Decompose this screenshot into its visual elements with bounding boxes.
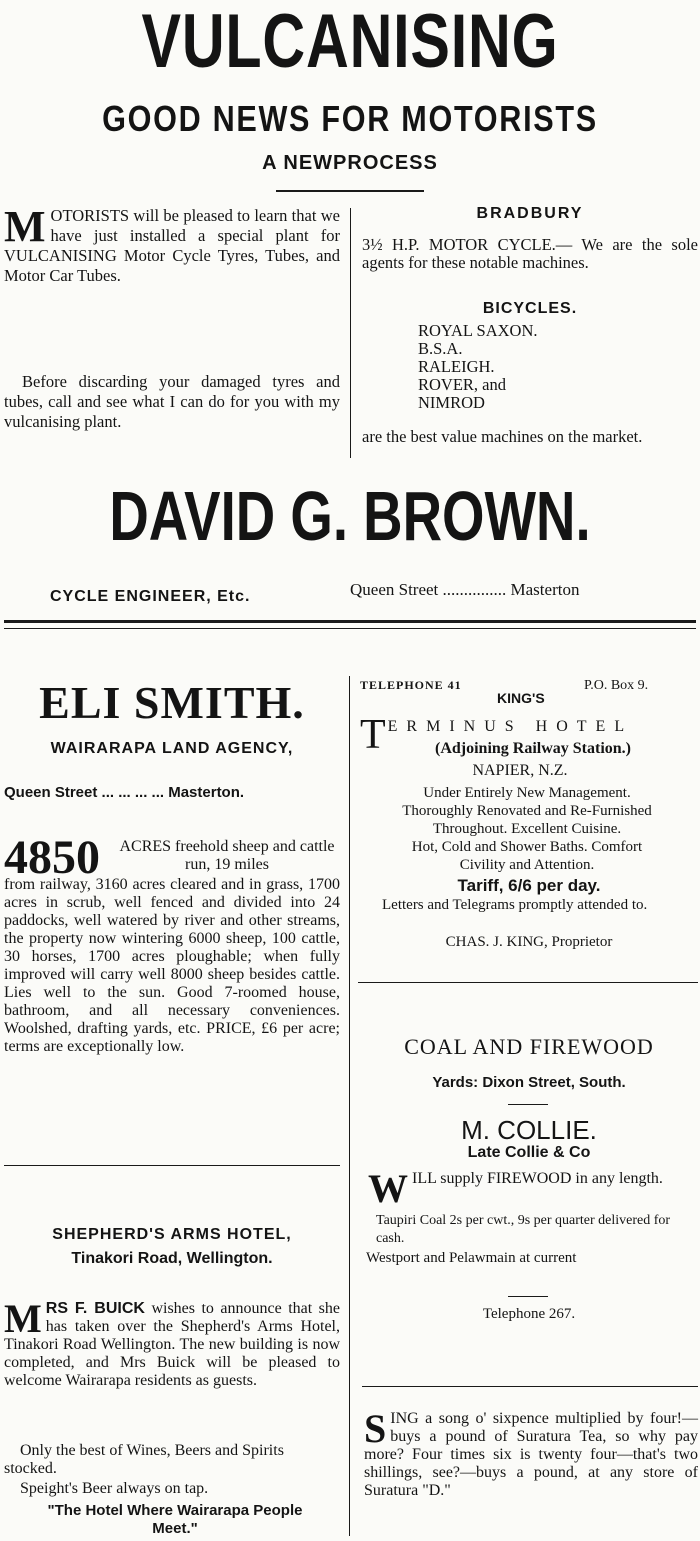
paragraph: OTORISTS will be pleased to learn that we have just installed a special plant for VULCANISING Motor Cycle Tyres, Tubes, and Motor Car Tubes. — [4, 206, 340, 285]
coal-will — [368, 1166, 698, 1211]
list-item: Thoroughly Renovated and Re-Furnished — [402, 803, 652, 819]
divider — [508, 1296, 548, 1297]
list-item: Hot, Cold and Shower Baths. Comfort — [411, 839, 643, 855]
coal-name: M. COLLIE. — [461, 1115, 597, 1145]
vulcanising-left-text-2: Before discarding your damaged tyres and tubes, call and see what I can do for you with my vulcanising plant. — [4, 372, 340, 431]
vulcanising-tagline: A NEWPROCESS — [262, 152, 438, 174]
lead-text: RS F. BUICK — [45, 1300, 145, 1317]
suratura-text — [364, 1406, 698, 1500]
vulcanising-subhead: GOOD NEWS FOR MOTORISTS — [102, 98, 598, 139]
coal-yards: Yards: Dixon Street, South. — [432, 1074, 626, 1091]
eli-smith-address: Queen Street ... ... ... ... Masterton. — [4, 784, 245, 801]
brown-name: DAVID G. BROWN. — [109, 477, 591, 555]
dropcap: T — [360, 712, 386, 758]
list-item: Civility and Attention. — [459, 857, 595, 873]
list-item: ROYAL SAXON. — [418, 321, 538, 340]
eli-smith-name: ELI SMITH. — [39, 677, 305, 728]
brown-address: Queen Street ............... Masterton — [350, 580, 580, 599]
divider — [508, 1104, 548, 1105]
section-divider — [4, 628, 696, 629]
divider — [276, 190, 424, 192]
dropcap: W — [368, 1166, 408, 1211]
paragraph: ING a song o' sixpence multiplied by four!—buys a pound of Suratura Tea, so why pay more? Four times six is twenty four—that's two shillings, see?—buys a pound, at any store of Suratura "D." — [364, 1410, 698, 1499]
section-divider — [4, 620, 696, 623]
eli-smith-agency: WAIRARAPA LAND AGENCY, — [50, 740, 294, 757]
list-item: Throughout. Excellent Cuisine. — [432, 821, 622, 837]
bradbury-footer: are the best value machines on the market. — [362, 427, 643, 446]
coal-title: COAL AND FIREWOOD — [404, 1034, 654, 1059]
shepherds-wines: Only the best of Wines, Beers and Spirits stocked. — [4, 1442, 284, 1477]
terminus-proprietor: CHAS. J. KING, Proprietor — [445, 934, 613, 950]
paragraph: wishes to announce that she has taken over the Shepherd's Arms Hotel, Tinakori Road Wellington. The new building is now completed, and Mrs Buick will be pleased to welcome Wairarapa residents as guests. — [4, 1300, 341, 1389]
eli-smith-description: from railway, 3160 acres cleared and in grass, 1700 acres in scrub, well fenced and divided into 24 paddocks, well watered by river and other streams, the property now wintering 6000 sheep, 100 cattle, 30 horses, 1700 acres ploughable; when fully improved will carry well 8000 sheep besides cattle. Lies well to the sun. Good 7-roomed house, bathroom, and all necessary conveniences. Woolshed, drafting yards, etc. PRICE, £6 per acre; terms are exceptionally low. — [4, 876, 340, 1055]
terminus-location: NAPIER, N.Z. — [472, 762, 568, 779]
list-item: ROVER, and — [418, 375, 506, 394]
bicycles-list — [418, 322, 698, 412]
terminus-tariff: Tariff, 6/6 per day. — [457, 876, 601, 895]
terminus-pobox: P.O. Box 9. — [584, 678, 649, 693]
terminus-letters: Letters and Telegrams promptly attended to. — [382, 897, 648, 913]
brown-trade: CYCLE ENGINEER, Etc. — [50, 588, 251, 605]
coal-telephone: Telephone 267. — [482, 1306, 576, 1322]
terminus-lines — [356, 784, 698, 874]
terminus-adjoining: (Adjoining Railway Station.) — [434, 740, 632, 757]
list-item: NIMROD — [418, 393, 485, 412]
paragraph: ILL supply FIREWOOD in any length. — [412, 1170, 663, 1187]
shepherds-address: Tinakori Road, Wellington. — [71, 1250, 273, 1267]
eli-smith-big-number: 4850 — [4, 831, 100, 884]
hotel-name: ERMINUS HOTEL — [387, 718, 634, 735]
dropcap: S — [364, 1406, 387, 1451]
list-item: Under Entirely New Management. — [423, 785, 631, 801]
list-item: B.S.A. — [418, 339, 463, 358]
list-item: RALEIGH. — [418, 357, 495, 376]
bicycles-title: BICYCLES. — [482, 300, 578, 317]
divider — [358, 982, 698, 983]
divider — [362, 1386, 698, 1387]
vulcanising-left-text — [4, 202, 340, 286]
coal-westport: Westport and Pelawmain at current — [366, 1250, 577, 1266]
dropcap: M — [4, 1296, 42, 1341]
divider — [4, 1165, 340, 1166]
eli-smith-first-line: ACRES freehold sheep and cattle run, 19 miles — [119, 838, 335, 873]
coal-late: Late Collie & Co — [467, 1144, 591, 1161]
shepherds-slogan: "The Hotel Where Wairarapa People Meet." — [47, 1502, 303, 1537]
column-divider — [350, 208, 351, 458]
bradbury-title: BRADBURY — [476, 205, 584, 222]
shepherds-text — [4, 1296, 341, 1390]
shepherds-name: SHEPHERD'S ARMS HOTEL, — [52, 1226, 292, 1243]
coal-taupiri: Taupiri Coal 2s per cwt., 9s per quarter delivered for cash. — [376, 1213, 671, 1246]
terminus-kings: KING'S — [497, 690, 545, 706]
vulcanising-headline: VULCANISING — [141, 0, 559, 84]
bradbury-text: 3½ H.P. MOTOR CYCLE.— We are the sole agents for these notable machines. — [362, 235, 698, 272]
terminus-telephone: TELEPHONE 41 — [360, 678, 462, 692]
shepherds-beer: Speight's Beer always on tap. — [20, 1480, 209, 1497]
dropcap: M — [4, 202, 46, 251]
column-divider — [349, 676, 350, 1536]
